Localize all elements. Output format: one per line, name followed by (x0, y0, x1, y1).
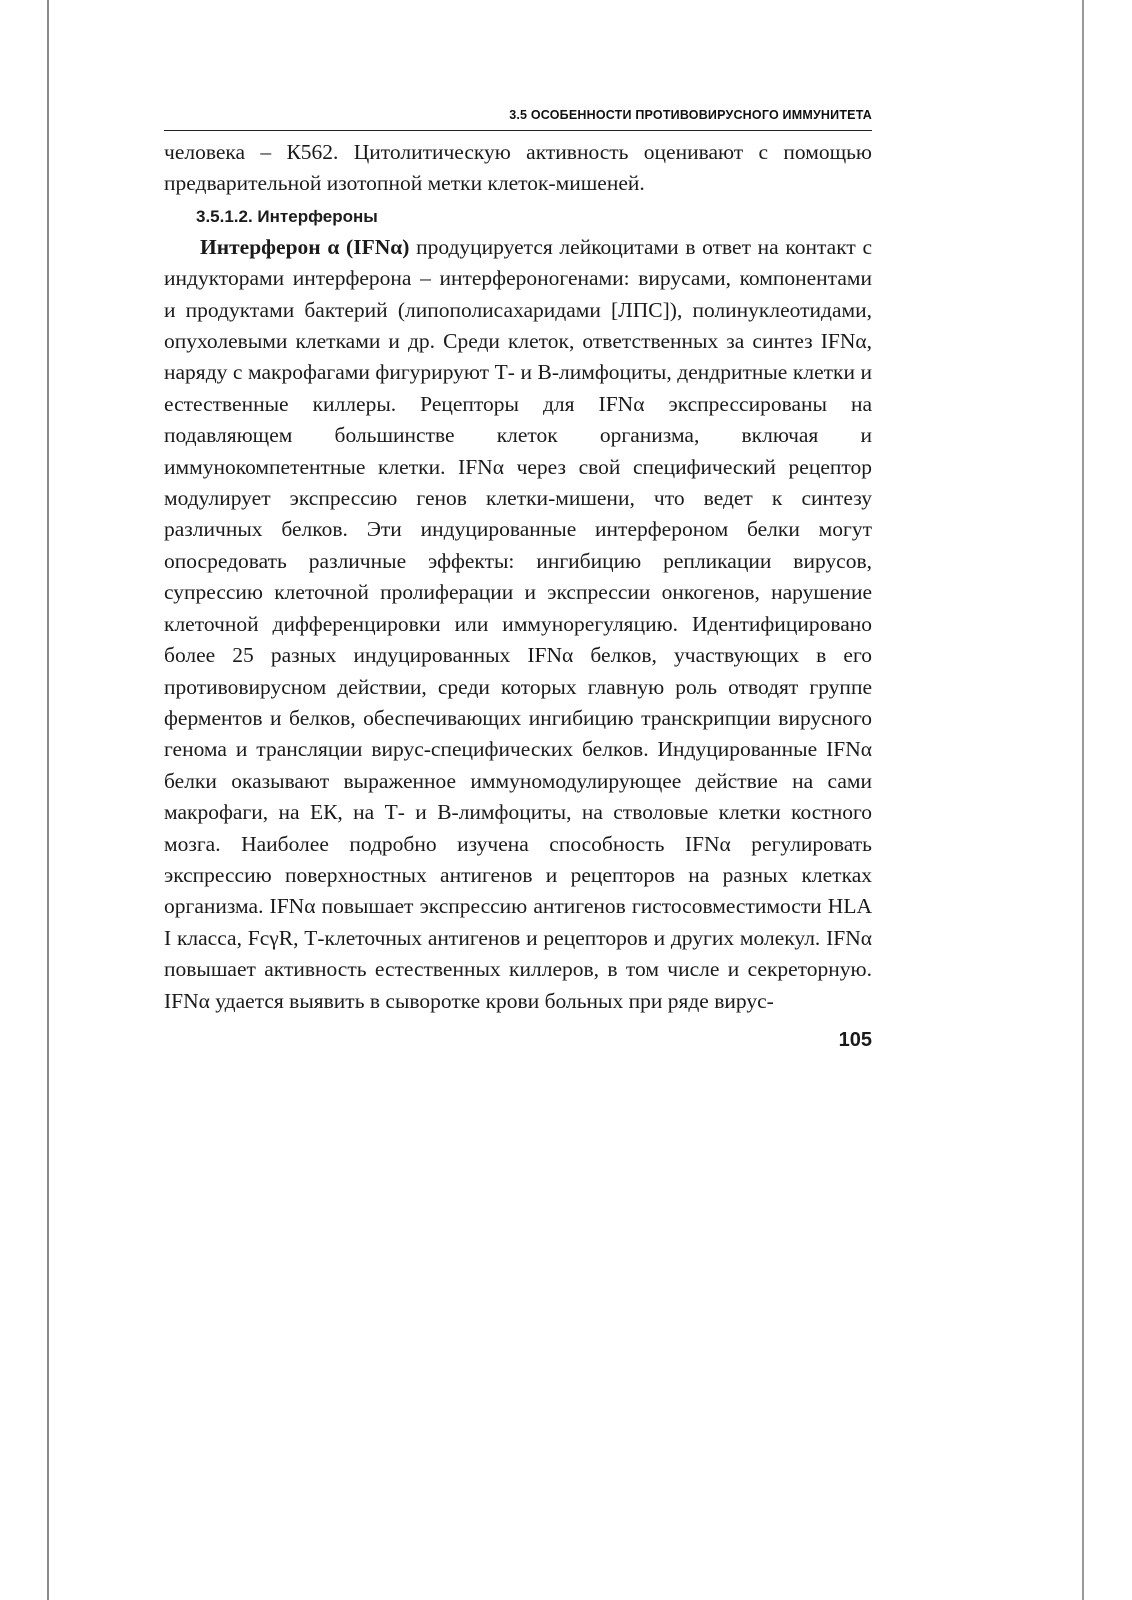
header-rule (164, 130, 872, 131)
term-interferon-alpha: Интерферон α (IFNα) (200, 234, 410, 259)
paragraph-interferon-alpha (164, 232, 872, 1017)
running-header: 3.5 ОСОБЕННОСТИ ПРОТИВОВИРУСНОГО ИММУНИТЕТА (509, 108, 872, 122)
book-page (164, 100, 872, 1052)
page-number: 105 (838, 1028, 872, 1051)
paragraph-continuation: человека – К562. Цитолитическую активность оценивают с помощью предварительной изотопной метки клеток-мишеней. (164, 140, 872, 196)
section-heading: 3.5.1.2. Интерфероны (196, 206, 378, 226)
page-edge-right (1082, 0, 1084, 1600)
paragraph-interferon-alpha-text: продуцируется лейкоцитами в ответ на контакт с индукторами интерферона – интерфероногенами: вирусами, компонентами и продуктами бактерий (липополисахаридами [ЛПС]), полинуклеотидами, опухолевыми клетками и др. Среди клеток, ответственных за синтез IFNα, наряду с макрофагами фигурируют Т- и В-лимфоциты, дендритные клетки и естественные киллеры. Рецепторы для IFNα экспрессированы на подавляющем большинстве клеток организма, включая и иммунокомпетентные клетки. IFNα через свой специфический рецептор модулирует экспрессию генов клетки-мишени, что ведет к синтезу различных белков. Эти индуцированные интерфероном белки могут опосредовать различные эффекты: ингибицию репликации вирусов, супрессию клеточной пролиферации и экспрессии онкогенов, нарушение клеточной дифференцировки или иммунорегуляцию. Идентифицировано более 25 разных индуцированных IFNα белков, участвующих в его противовирусном действии, среди которых главную роль отводят группе ферментов и белков, обеспечивающих ингибицию транскрипции вирусного генома и трансляции вирус-специфических белков. Индуцированные IFNα белки оказывают выраженное иммуномодулирующее действие на сами макрофаги, на ЕК, на Т- и В-лимфоциты, на стволовые клетки костного мозга. Наиболее подробно изучена способность IFNα регулировать экспрессию поверхностных антигенов и рецепторов на разных клетках организма. IFNα повышает экспрессию антигенов гистосовместимости HLA I класса, FcγR, Т-клеточных антигенов и рецепторов и других молекул. IFNα повышает активность естественных киллеров, в том числе и секреторную. IFNα удается выявить в сыворотке крови больных при ряде вирус- (164, 234, 873, 1013)
page-edge-left (47, 0, 49, 1600)
